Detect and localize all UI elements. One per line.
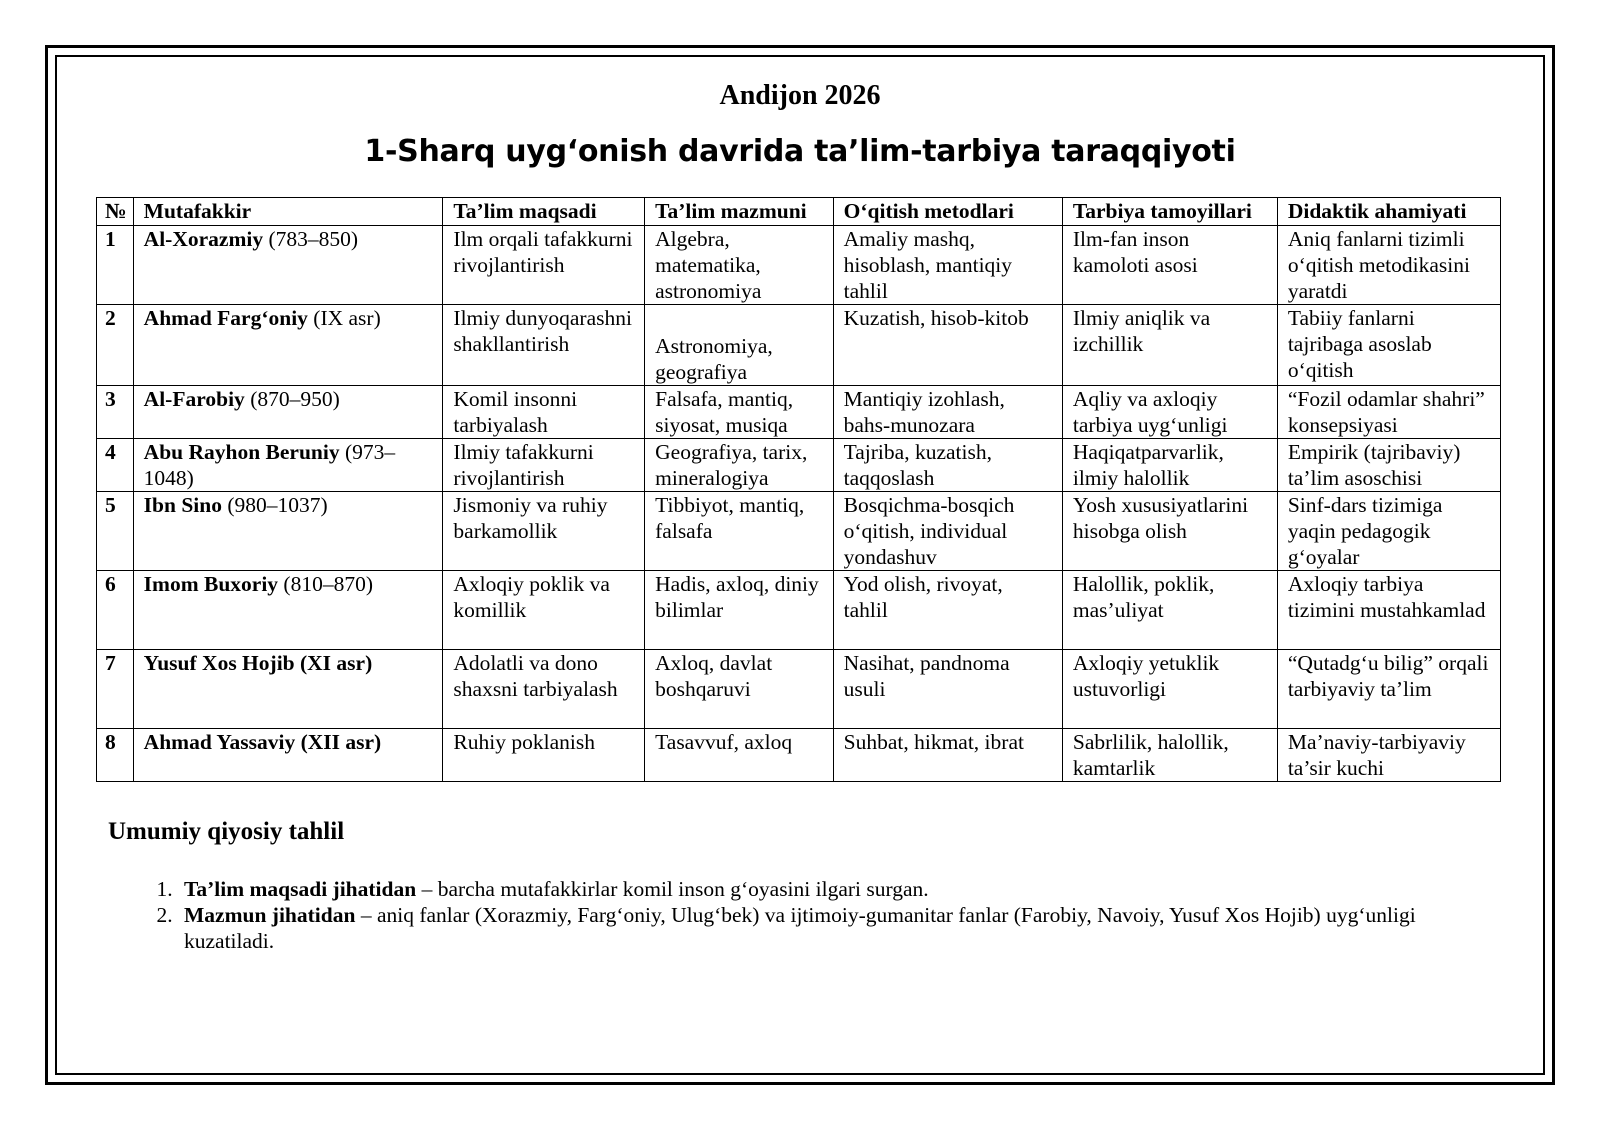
column-header-principles: Tarbiya tamoyillari — [1062, 198, 1277, 226]
analysis-heading: Umumiy qiyosiy tahlil — [108, 818, 345, 845]
thinker-name: Abu Rayhon Beruniy — [143, 440, 340, 464]
table-row — [97, 729, 1501, 782]
thinker-name: Ahmad Farg‘oniy — [143, 306, 308, 330]
row-number: 2 — [97, 305, 134, 386]
methods-cell: Mantiqiy izohlash, bahs-munozara — [833, 386, 1062, 439]
analysis-list — [108, 876, 1503, 954]
table-row — [97, 386, 1501, 439]
row-number: 5 — [97, 492, 134, 571]
thinker-dates: (870–950) — [244, 387, 340, 411]
thinker-cell — [133, 571, 443, 650]
significance-cell: Ma’naviy-tarbiyaviy ta’sir kuchi — [1277, 729, 1500, 782]
thinker-name: Al-Xorazmiy — [143, 227, 264, 251]
table-row — [97, 305, 1501, 386]
thinker-dates: (980–1037) — [221, 493, 328, 517]
goal-cell: Adolatli va dono shaxsni tarbiyalash — [443, 650, 645, 729]
thinker-cell — [133, 305, 443, 386]
column-header-methods: O‘qitish metodlari — [833, 198, 1062, 226]
thinker-cell — [133, 729, 443, 782]
methods-cell: Yod olish, rivoyat, tahlil — [833, 571, 1062, 650]
methods-cell: Nasihat, pandnoma usuli — [833, 650, 1062, 729]
goal-cell: Axloqiy poklik va komillik — [443, 571, 645, 650]
table-row — [97, 226, 1501, 305]
table-row — [97, 650, 1501, 729]
goal-cell: Ilm orqali tafakkurni rivojlantirish — [443, 226, 645, 305]
principles-cell: Haqiqatparvarlik, ilmiy halollik — [1062, 439, 1277, 492]
significance-cell: Sinf-dars tizimiga yaqin pedagogik g‘oyalar — [1277, 492, 1500, 571]
analysis-item-text: – aniq fanlar (Xorazmiy, Farg‘oniy, Ulug‘bek) va ijtimoiy-gumanitar fanlar (Farobiy, Navoiy, Yusuf Xos Hojib) uyg‘unligi kuzatiladi. — [184, 903, 1416, 953]
analysis-item-text: – barcha mutafakkirlar komil inson g‘oyasini ilgari surgan. — [416, 877, 929, 901]
row-number: 3 — [97, 386, 134, 439]
significance-cell: “Qutadg‘u bilig” orqali tarbiyaviy ta’lim — [1277, 650, 1500, 729]
thinker-dates: (973–1048) — [143, 440, 396, 490]
content-cell: Tibbiyot, mantiq, falsafa — [645, 492, 833, 571]
goal-cell: Jismoniy va ruhiy barkamollik — [443, 492, 645, 571]
list-item — [178, 902, 1503, 954]
methods-cell: Suhbat, hikmat, ibrat — [833, 729, 1062, 782]
row-number: 4 — [97, 439, 134, 492]
content-cell: Falsafa, mantiq, siyosat, musiqa — [645, 386, 833, 439]
methods-cell: Bosqichma-bosqich o‘qitish, individual yondashuv — [833, 492, 1062, 571]
methods-cell: Kuzatish, hisob-kitob — [833, 305, 1062, 386]
thinker-cell — [133, 492, 443, 571]
content-cell: Tasavvuf, axloq — [645, 729, 833, 782]
thinker-cell — [133, 386, 443, 439]
thinker-name: Yusuf Xos Hojib (XI asr) — [143, 651, 373, 675]
thinker-name: Al-Farobiy — [143, 387, 245, 411]
row-number: 8 — [97, 729, 134, 782]
goal-cell: Ruhiy poklanish — [443, 729, 645, 782]
table-row — [97, 492, 1501, 571]
content-cell: Algebra, matematika, astronomiya — [645, 226, 833, 305]
thinker-cell — [133, 650, 443, 729]
content-cell: Astronomiya, geografiya — [645, 305, 833, 386]
table-row — [97, 571, 1501, 650]
row-number: 7 — [97, 650, 134, 729]
principles-cell: Ilmiy aniqlik va izchillik — [1062, 305, 1277, 386]
thinker-dates: (783–850) — [263, 227, 359, 251]
methods-cell: Amaliy mashq, hisoblash, mantiqiy tahlil — [833, 226, 1062, 305]
header-city-year: Andijon 2026 — [719, 80, 881, 111]
thinker-name: Ibn Sino — [143, 493, 222, 517]
significance-cell: “Fozil odamlar shahri” konsepsiyasi — [1277, 386, 1500, 439]
column-header-content: Ta’lim mazmuni — [645, 198, 833, 226]
goal-cell: Ilmiy tafakkurni rivojlantirish — [443, 439, 645, 492]
content-cell: Axloq, davlat boshqaruvi — [645, 650, 833, 729]
methods-cell: Tajriba, kuzatish, taqqoslash — [833, 439, 1062, 492]
thinker-dates: (IX asr) — [307, 306, 381, 330]
column-header-number: № — [97, 198, 134, 226]
content-cell: Hadis, axloq, diniy bilimlar — [645, 571, 833, 650]
row-number: 1 — [97, 226, 134, 305]
thinkers-table — [96, 197, 1501, 782]
thinker-name: Ahmad Yassaviy (XII asr) — [143, 730, 382, 754]
thinker-cell — [133, 226, 443, 305]
analysis-item-lead: Ta’lim maqsadi jihatidan — [184, 877, 417, 901]
table-header-row — [97, 198, 1501, 226]
row-number: 6 — [97, 571, 134, 650]
content-cell: Geografiya, tarix, mineralogiya — [645, 439, 833, 492]
column-header-significance: Didaktik ahamiyati — [1277, 198, 1500, 226]
principles-cell: Sabrlilik, halollik, kamtarlik — [1062, 729, 1277, 782]
goal-cell: Komil insonni tarbiyalash — [443, 386, 645, 439]
column-header-thinker: Mutafakkir — [133, 198, 443, 226]
document-title: 1-Sharq uyg‘onish davrida ta’lim-tarbiya taraqqiyoti — [364, 134, 1236, 169]
principles-cell: Halollik, poklik, mas’uliyat — [1062, 571, 1277, 650]
thinker-name: Imom Buxoriy — [143, 572, 279, 596]
principles-cell: Axloqiy yetuklik ustuvorligi — [1062, 650, 1277, 729]
significance-cell: Axloqiy tarbiya tizimini mustahkamlad — [1277, 571, 1500, 650]
column-header-goal: Ta’lim maqsadi — [443, 198, 645, 226]
significance-cell: Tabiiy fanlarni tajribaga asoslab o‘qitish — [1277, 305, 1500, 386]
list-item — [178, 876, 1503, 902]
significance-cell: Empirik (tajribaviy) ta’lim asoschisi — [1277, 439, 1500, 492]
table-row — [97, 439, 1501, 492]
thinker-cell — [133, 439, 443, 492]
principles-cell: Ilm-fan inson kamoloti asosi — [1062, 226, 1277, 305]
goal-cell: Ilmiy dunyoqarashni shakllantirish — [443, 305, 645, 386]
analysis-item-lead: Mazmun jihatidan — [184, 903, 356, 927]
principles-cell: Aqliy va axloqiy tarbiya uyg‘unligi — [1062, 386, 1277, 439]
significance-cell: Aniq fanlarni tizimli o‘qitish metodikasini yaratdi — [1277, 226, 1500, 305]
principles-cell: Yosh xususiyatlarini hisobga olish — [1062, 492, 1277, 571]
thinker-dates: (810–870) — [278, 572, 373, 596]
